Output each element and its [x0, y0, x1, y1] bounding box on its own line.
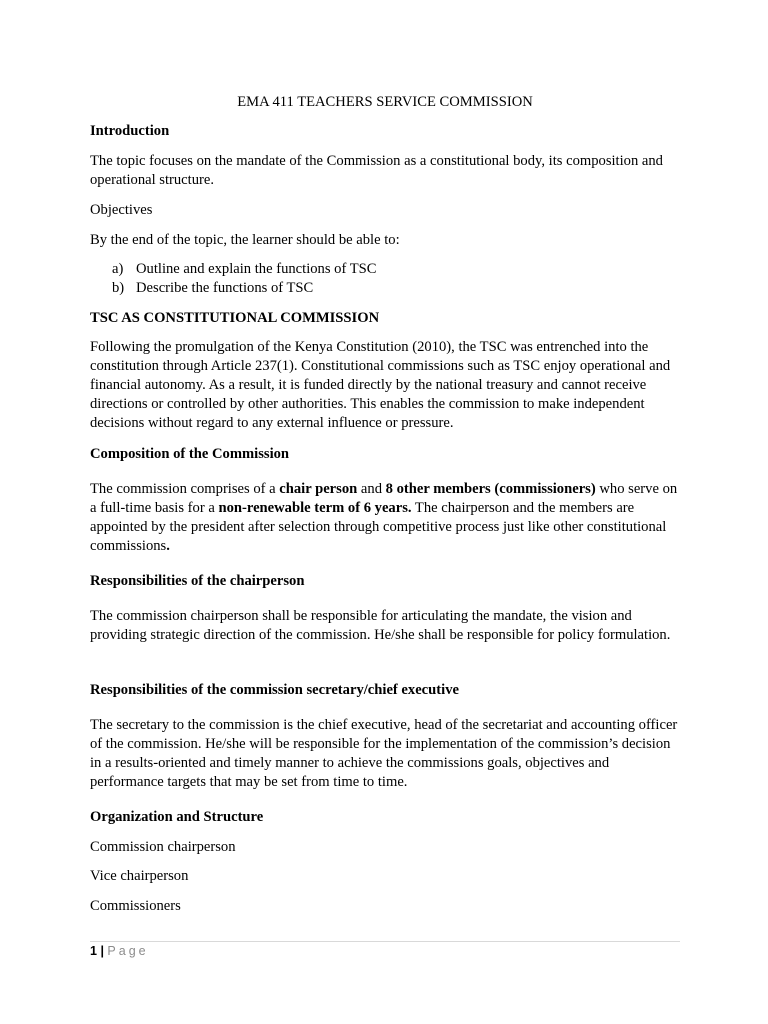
composition-paragraph: [90, 480, 680, 556]
emphasis-term: non-renewable term of 6 years.: [218, 500, 412, 516]
document-title: EMA 411 TEACHERS SERVICE COMMISSION: [237, 94, 533, 110]
intro-heading: Introduction: [90, 123, 170, 139]
org-item: Commission chairperson: [90, 839, 236, 855]
text-run: The chairperson and the members are appointed by the president after selection through competitive process just like other constitutional commissions: [90, 500, 667, 554]
tsc-paragraph: Following the promulgation of the Kenya Constitution (2010), the TSC was entrenched into the constitution through Article 237(1). Constitutional commissions such as TSC enjoy operational and financial autonomy. As a result, it is funded directly by the national treasury and cannot receive directions or controlled by other authorities. This enables the commission to make independent decisions without regard to any external influence or pressure.: [90, 339, 671, 431]
list-item-text: Outline and explain the functions of TSC: [136, 261, 377, 277]
text-run: The commission comprises of a: [90, 481, 280, 497]
document-page: [90, 0, 680, 1024]
secretary-paragraph: The secretary to the commission is the chief executive, head of the secretariat and accounting officer of the commission. He/she will be responsible for the implementation of the commission’s decision in a results-oriented and timely manner to achieve the commissions goals, objectives and performance targets that may be set from time to time.: [90, 717, 678, 790]
emphasis-members: 8 other members (commissioners): [385, 481, 596, 497]
composition-heading: Composition of the Commission: [90, 446, 290, 462]
footer-separator: |: [100, 944, 104, 958]
objectives-lead: By the end of the topic, the learner should be able to:: [90, 232, 400, 248]
org-item: Commissioners: [90, 898, 181, 914]
list-item: [112, 279, 672, 298]
intro-paragraph: The topic focuses on the mandate of the Commission as a constitutional body, its composition and operational structure.: [90, 153, 663, 188]
list-item-text: Describe the functions of TSC: [136, 280, 314, 296]
list-marker: a): [112, 261, 124, 277]
objectives-label: Objectives: [90, 202, 153, 218]
text-run: who serve on a full-time basis for a: [90, 481, 678, 516]
tsc-heading: TSC AS CONSTITUTIONAL COMMISSION: [90, 310, 380, 326]
chair-paragraph: The commission chairperson shall be responsible for articulating the mandate, the vision and providing strategic direction of the commission. He/she shall be responsible for policy formulation.: [90, 608, 671, 643]
page-label: Page: [107, 944, 149, 958]
list-marker: b): [112, 280, 125, 296]
emphasis-chair-person: chair person: [279, 481, 358, 497]
org-item: Vice chairperson: [90, 868, 189, 884]
list-item: [112, 260, 672, 279]
page-number: 1: [90, 944, 97, 958]
text-run: and: [357, 481, 386, 497]
page-footer: [90, 942, 149, 960]
emphasis-period: .: [166, 538, 170, 554]
org-heading: Organization and Structure: [90, 809, 264, 825]
chair-heading: Responsibilities of the chairperson: [90, 573, 305, 589]
secretary-heading: Responsibilities of the commission secretary/chief executive: [90, 682, 459, 698]
footer-divider: [90, 941, 680, 942]
